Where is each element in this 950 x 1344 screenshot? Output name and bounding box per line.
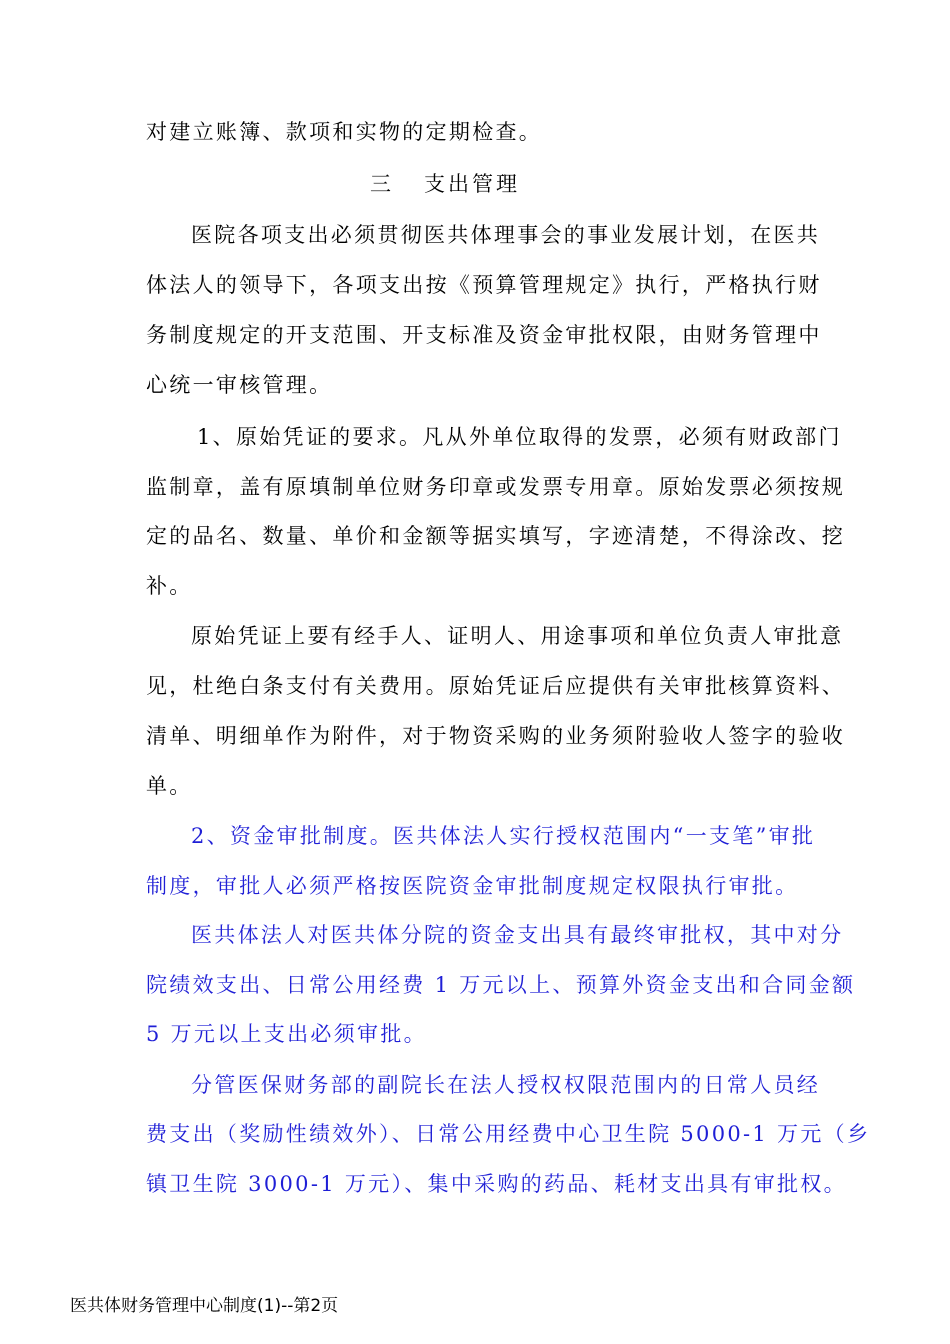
text-line: 制度，审批人必须严格按医院资金审批制度规定权限执行审批。 [146, 874, 799, 898]
text-line: 补。 [146, 574, 193, 598]
text-line: 单。 [146, 774, 193, 798]
text-line: 清单、明细单作为附件，对于物资采购的业务须附验收人签字的验收 [146, 724, 845, 748]
text-line: 医院各项支出必须贯彻医共体理事会的事业发展计划，在医共 [191, 223, 821, 247]
text-line: 1、原始凭证的要求。凡从外单位取得的发票，必须有财政部门 [197, 425, 842, 449]
text-line: 见，杜绝白条支付有关费用。原始凭证后应提供有关审批核算资料、 [146, 674, 845, 698]
page-footer: 医共体财务管理中心制度(1)--第2页 [70, 1296, 339, 1316]
text-line: 体法人的领导下，各项支出按《预算管理规定》执行，严格执行财 [146, 273, 822, 297]
text-line: 原始凭证上要有经手人、证明人、用途事项和单位负责人审批意 [191, 624, 844, 648]
text-line: 院绩效支出、日常公用经费 1 万元以上、预算外资金支出和合同金额 [146, 973, 856, 997]
text-line: 心统一审核管理。 [146, 373, 333, 397]
text-line: 定的品名、数量、单价和金额等据实填写，字迹清楚，不得涂改、挖 [146, 524, 845, 548]
text-line: 镇卫生院 3000-1 万元）、集中采购的药品、耗材支出具有审批权。 [146, 1172, 847, 1196]
text-line: 分管医保财务部的副院长在法人授权权限范围内的日常人员经 [191, 1073, 821, 1097]
text-line: 监制章，盖有原填制单位财务印章或发票专用章。原始发票必须按规 [146, 475, 845, 499]
text-line: 费支出（奖励性绩效外）、日常公用经费中心卫生院 5000-1 万元（乡 [146, 1122, 871, 1146]
section-title: 支出管理 [424, 172, 520, 196]
section-number: 三 [370, 172, 394, 196]
text-line: 2、资金审批制度。医共体法人实行授权范围内“一支笔”审批 [191, 824, 816, 848]
text-line: 5 万元以上支出必须审批。 [146, 1022, 427, 1046]
text-line: 医共体法人对医共体分院的资金支出具有最终审批权，其中对分 [191, 923, 844, 947]
text-line: 务制度规定的开支范围、开支标准及资金审批权限，由财务管理中 [146, 323, 822, 347]
text-line: 对建立账簿、款项和实物的定期检查。 [146, 120, 543, 144]
